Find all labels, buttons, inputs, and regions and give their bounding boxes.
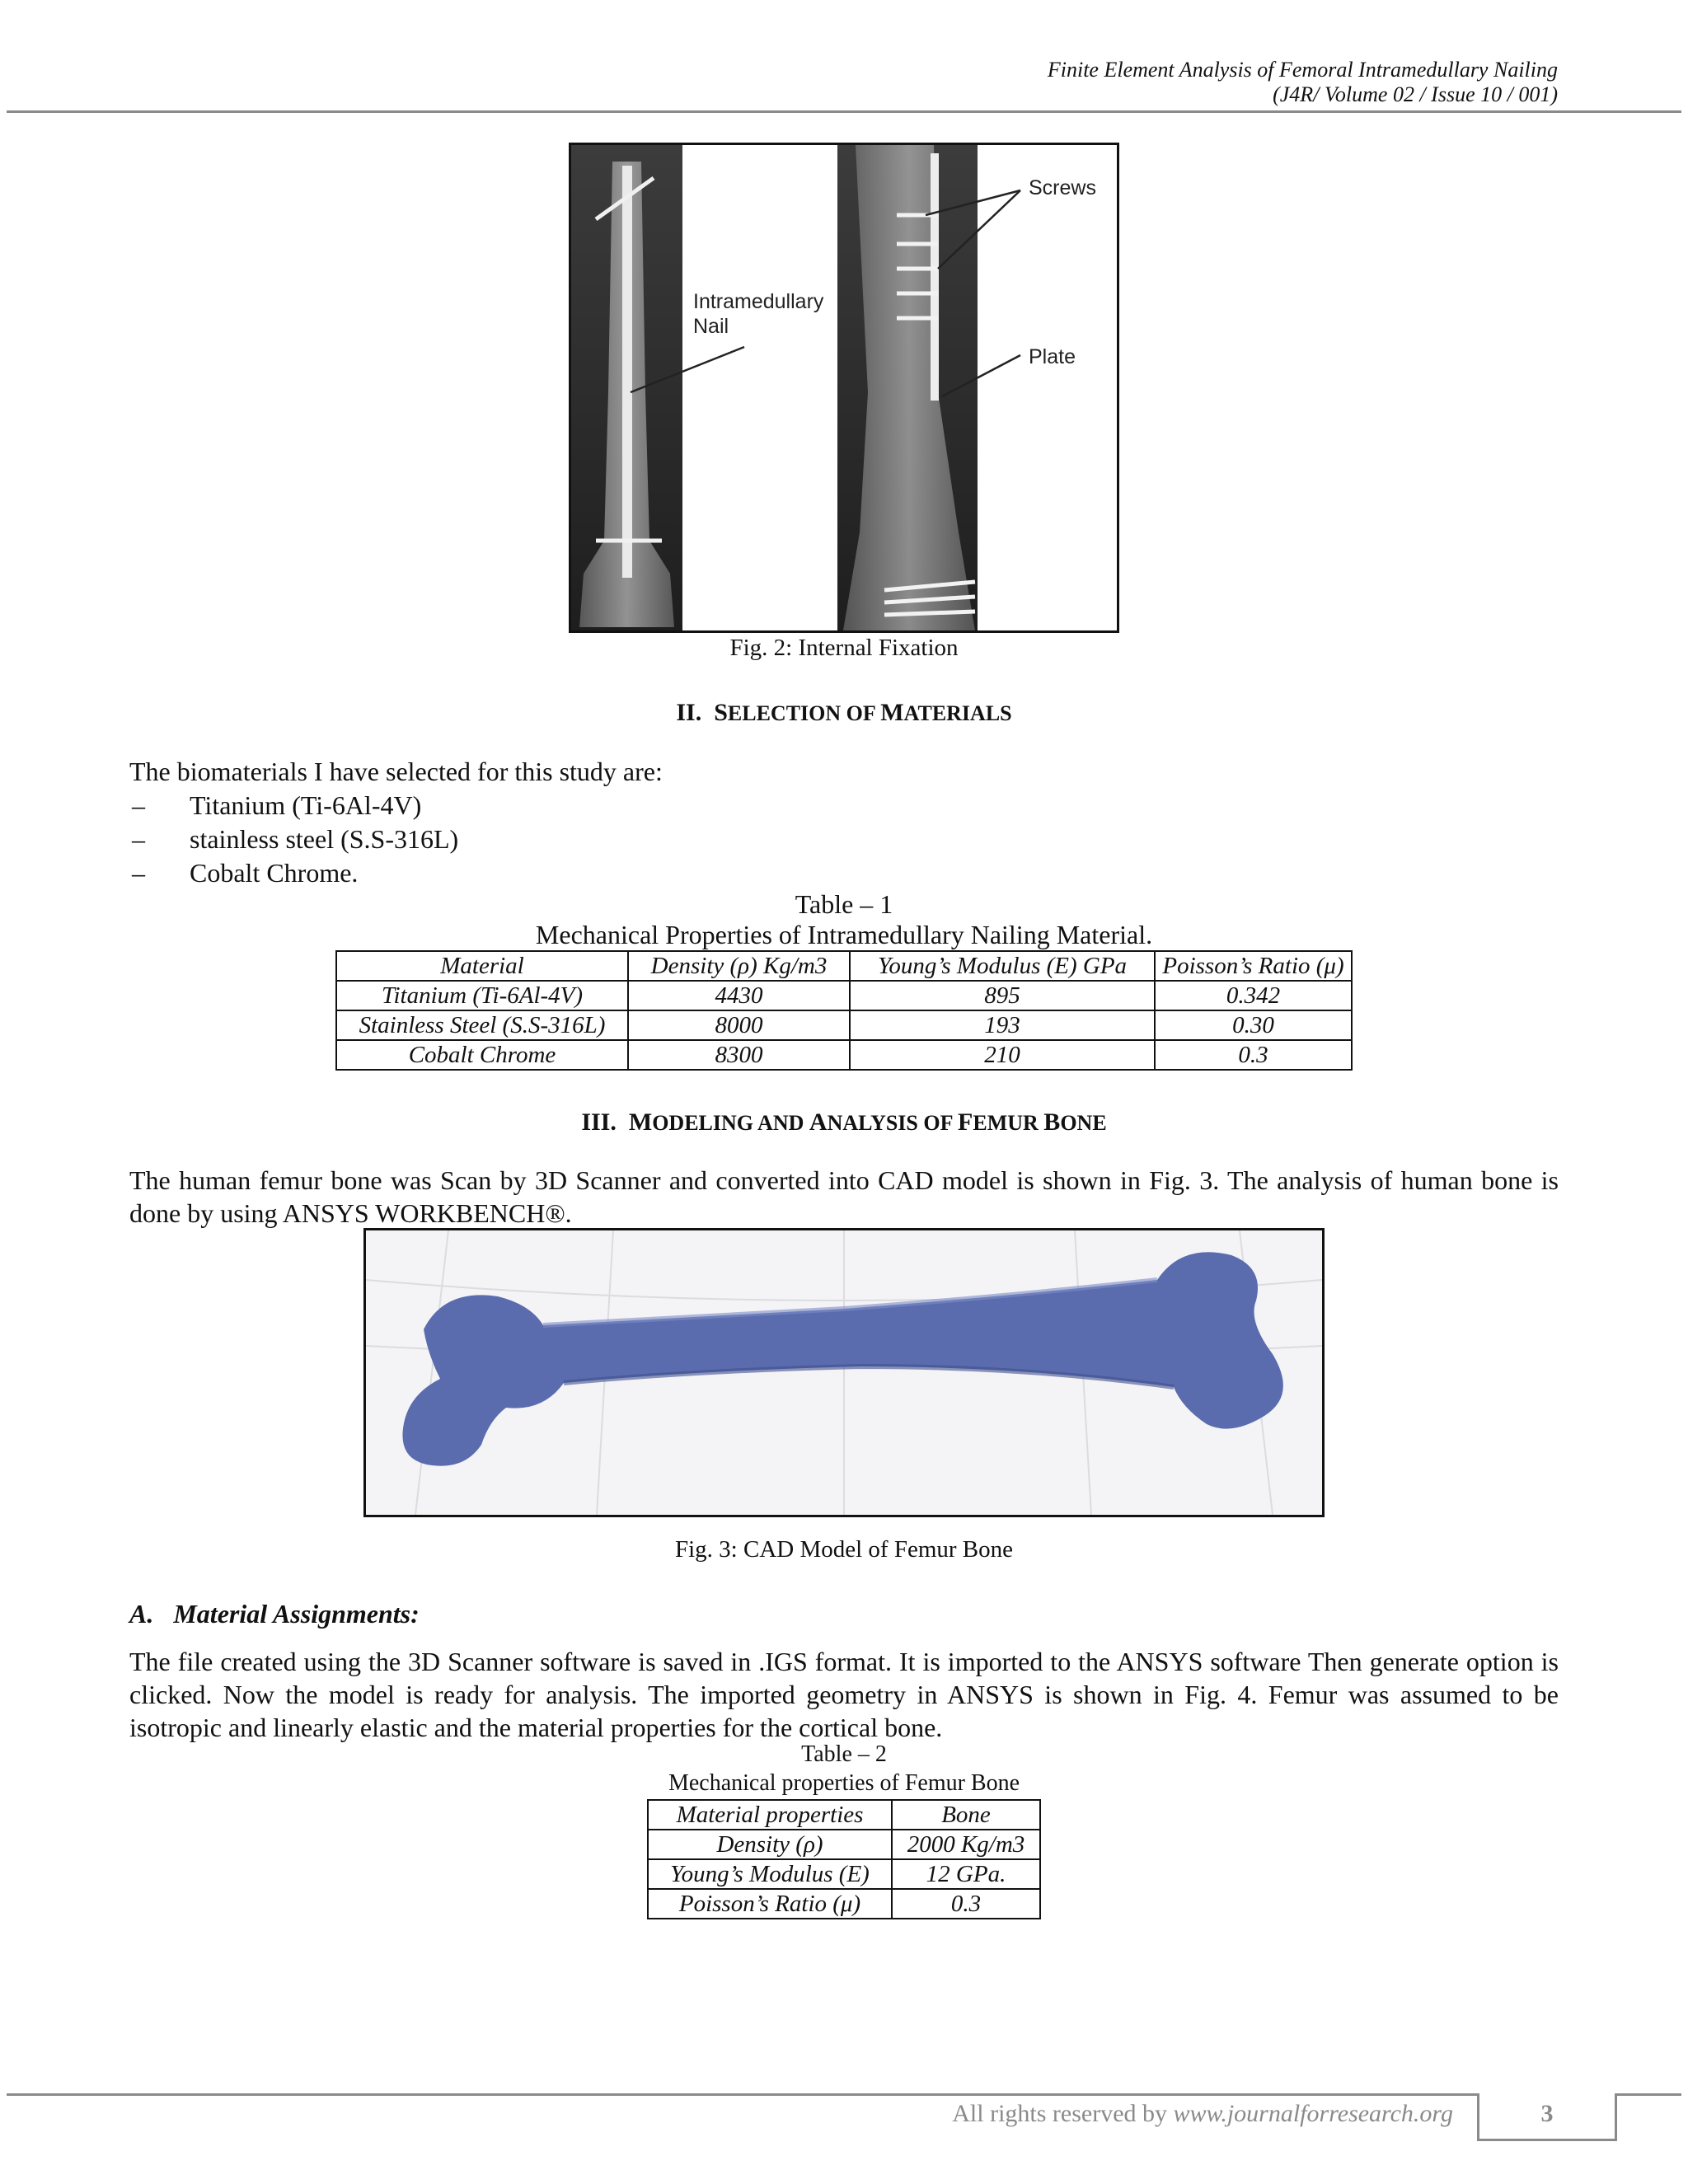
table-header-row bbox=[648, 1800, 1040, 1830]
table-1 bbox=[335, 950, 1353, 1071]
label-plate: Plate bbox=[1029, 345, 1076, 368]
footer-rule-right bbox=[1617, 2093, 1681, 2096]
table-2-label: Table – 2 bbox=[801, 1741, 887, 1767]
label-nail-line2: Nail bbox=[693, 315, 729, 338]
header-title: Finite Element Analysis of Femoral Intramedullary Nailing bbox=[1047, 58, 1558, 82]
table-header-row bbox=[336, 951, 1352, 981]
xray-image bbox=[571, 145, 1117, 630]
plate-shape bbox=[931, 153, 939, 401]
list-item: – Titanium (Ti-6Al-4V) bbox=[132, 790, 422, 820]
table-row: Titanium (Ti-6Al-4V) 4430 895 0.342 bbox=[336, 981, 1352, 1010]
footer-url[interactable]: www.journalforresearch.org bbox=[1173, 2100, 1453, 2127]
table-row: Density (ρ) 2000 Kg/m3 bbox=[648, 1830, 1040, 1859]
materials-list bbox=[132, 789, 458, 890]
section-2-numeral: II. bbox=[676, 699, 702, 726]
footer-rights: All rights reserved by www.journalforresearch.org bbox=[952, 2100, 1453, 2127]
table-2-title: Mechanical properties of Femur Bone bbox=[668, 1770, 1020, 1796]
figure-2 bbox=[569, 143, 1119, 633]
header-rule bbox=[7, 110, 1681, 113]
femur-bone-shape bbox=[402, 1252, 1282, 1465]
table-header-cell: Material bbox=[336, 951, 628, 981]
label-screws: Screws bbox=[1029, 176, 1096, 199]
section-2-heading bbox=[0, 699, 1688, 727]
subsection-a-heading bbox=[129, 1599, 420, 1629]
subsection-title: Material Assignments: bbox=[173, 1599, 420, 1629]
table-header-cell: Young’s Modulus (E) GPa bbox=[850, 951, 1155, 981]
intro-text: The biomaterials I have selected for this study are: bbox=[129, 757, 663, 786]
table-row: Young’s Modulus (E) 12 GPa. bbox=[648, 1859, 1040, 1889]
table-header-cell: Density (ρ) Kg/m3 bbox=[628, 951, 850, 981]
section-2-rest1: ELECTION OF bbox=[727, 701, 881, 725]
section-3-heading: III. MODELING AND ANALYSIS OF FEMUR BONE bbox=[581, 1108, 1107, 1136]
footer-rule-left bbox=[7, 2093, 1479, 2096]
table-row: Stainless Steel (S.S-316L) 8000 193 0.30 bbox=[336, 1010, 1352, 1040]
femur-paragraph: The human femur bone was Scan by 3D Scanner and converted into CAD model is shown in Fig. 3. The analysis of human bone is done by using ANSYS WORKBENCH®. bbox=[129, 1165, 1559, 1228]
figure-3 bbox=[363, 1228, 1325, 1517]
subsection-letter: A. bbox=[129, 1599, 154, 1629]
section-2-cap-m: M bbox=[880, 699, 904, 726]
figure-2-caption: Fig. 2: Internal Fixation bbox=[729, 635, 959, 661]
list-item: – stainless steel (S.S-316L) bbox=[132, 824, 459, 854]
assignment-paragraph: The file created using the 3D Scanner software is saved in .IGS format. It is imported to the ANSYS software Then generate option is clicked. Now the model is ready for analysis. The imported geometry in ANSYS is shown in Fig. 4. Femur was assumed to be isotropic and linearly elastic and the material properties for the cortical bone. bbox=[129, 1647, 1559, 1742]
running-header bbox=[1048, 58, 1558, 107]
table-header-cell: Poisson’s Ratio (μ) bbox=[1155, 951, 1352, 981]
page-number: 3 bbox=[1477, 2093, 1617, 2141]
label-nail-line1: Intramedullary bbox=[693, 290, 824, 313]
table-1-label: Table – 1 bbox=[795, 889, 893, 919]
list-item: – Cobalt Chrome. bbox=[132, 858, 359, 888]
table-header-cell: Bone bbox=[892, 1800, 1040, 1830]
table-row: Poisson’s Ratio (μ) 0.3 bbox=[648, 1889, 1040, 1919]
section-2-rest2: ATERIALS bbox=[903, 701, 1012, 725]
table-1-title: Mechanical Properties of Intramedullary Nailing Material. bbox=[535, 920, 1153, 949]
section-2-cap-s: S bbox=[714, 699, 728, 726]
table-header-cell: Material properties bbox=[648, 1800, 892, 1830]
intramedullary-nail-shape bbox=[622, 166, 632, 578]
header-issue: (J4R/ Volume 02 / Issue 10 / 001) bbox=[1273, 82, 1558, 106]
figure-3-caption: Fig. 3: CAD Model of Femur Bone bbox=[674, 1536, 1014, 1563]
femur-cad-model bbox=[366, 1230, 1322, 1515]
table-2 bbox=[647, 1799, 1041, 1919]
table-row: Cobalt Chrome 8300 210 0.3 bbox=[336, 1040, 1352, 1070]
